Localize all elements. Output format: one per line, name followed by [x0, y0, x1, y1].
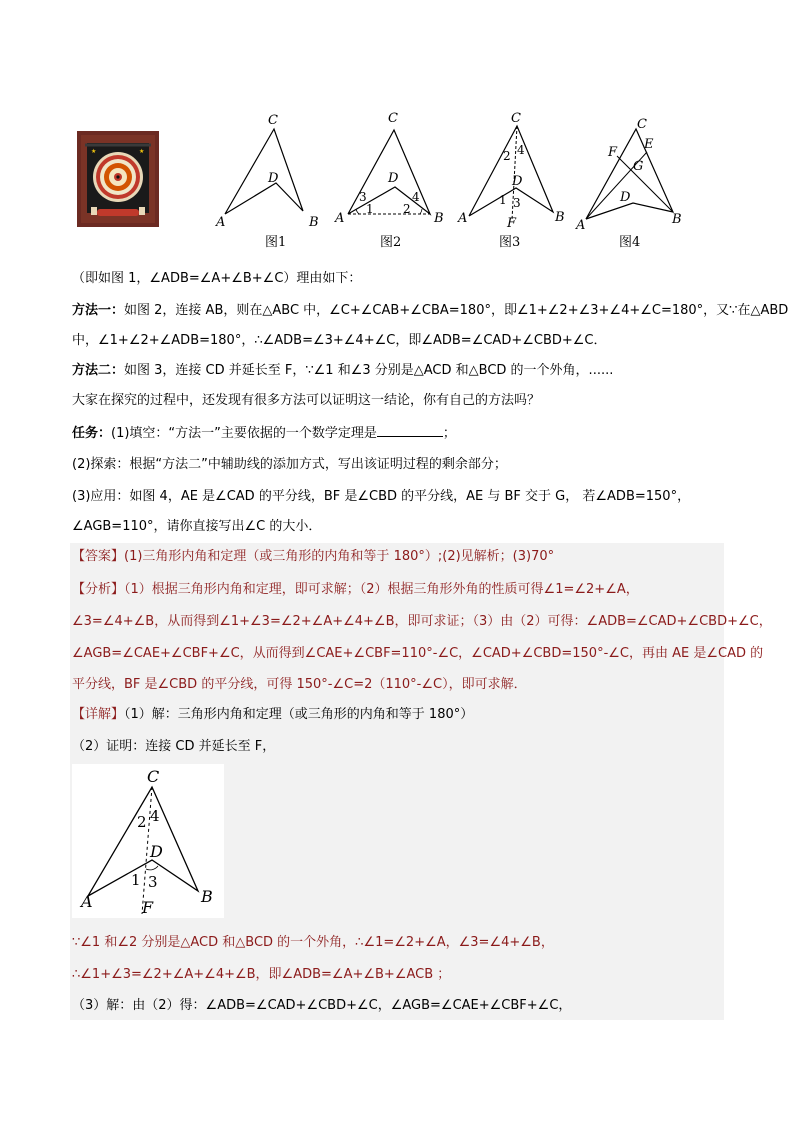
answer-line	[72, 548, 554, 566]
figure-4-label: 图4	[619, 235, 641, 250]
task-line-1	[72, 424, 456, 443]
angle-label: 3	[513, 196, 521, 210]
point-label: B	[555, 210, 565, 225]
angle-label: 4	[412, 190, 420, 204]
point-label: F	[608, 145, 618, 160]
svg-text:★: ★	[139, 148, 145, 155]
angle-label: 4	[150, 807, 160, 825]
angle-label: 2	[503, 149, 511, 163]
task-line-3: (3)应用：如图 4，AE 是∠CAD 的平分线，BF 是∠CBD 的平分线，AE 与 BF 交于 G， 若∠ADB=150°，	[72, 489, 691, 504]
answer-text: (1)三角形内角和定理（或三角形的内角和等于 180°）;(2)见解析；(3)70°	[124, 549, 555, 564]
point-label: D	[620, 190, 631, 205]
detail-line-4: ∴∠1+∠3=∠2+∠A+∠4+∠B，即∠ADB=∠A+∠B+∠ACB ；	[72, 967, 451, 982]
figure-4	[575, 108, 695, 233]
point-label: D	[388, 171, 399, 186]
dartboard-photo	[77, 131, 159, 227]
problem-line-5: 大家在探究的过程中，还发现有很多方法可以证明这一结论，你有自己的方法吗？	[72, 393, 541, 408]
detail-line-2: （2）证明：连接 CD 并延长至 F，	[72, 739, 276, 754]
point-label: A	[81, 892, 93, 911]
point-label: D	[512, 174, 523, 189]
detail-line-3: ∵∠1 和∠2 分别是△ACD 和△BCD 的一个外角，∴∠1=∠2+∠A，∠3=∠4+∠B，	[72, 935, 554, 950]
detail-figure	[72, 764, 224, 918]
point-label: D	[268, 171, 279, 186]
point-label: C	[147, 767, 160, 786]
figure-2	[332, 108, 452, 233]
point-label: C	[637, 117, 647, 132]
angle-label: 4	[517, 143, 525, 157]
angle-label: 1	[366, 202, 374, 216]
figure-1	[210, 108, 330, 233]
angle-label: 1	[131, 871, 141, 889]
detail-line-1	[72, 706, 473, 724]
angle-label: 3	[148, 873, 158, 891]
point-label: C	[388, 111, 398, 126]
point-label: D	[150, 842, 163, 861]
problem-line-4	[72, 362, 613, 380]
angle-label: 2	[137, 813, 147, 831]
svg-text:★: ★	[91, 148, 97, 155]
detail-text-5: （3）解：由（2）得：∠ADB=∠CAD+∠CBD+∠C，∠AGB=∠CAE+∠CBF+∠C，	[72, 998, 572, 1013]
point-label: F	[507, 216, 517, 231]
point-label: A	[458, 211, 468, 226]
analysis-line-4: 平分线，BF 是∠CBD 的平分线，可得 150°-∠C=2（110°-∠C），即可求解．	[72, 677, 527, 692]
figure-2-label: 图2	[380, 235, 402, 250]
point-label: A	[335, 211, 345, 226]
angle-label: 1	[499, 193, 507, 207]
method-two-label: 方法二：	[72, 363, 125, 378]
analysis-text-1: （1）根据三角形内角和定理，即可求解；（2）根据三角形外角的性质可得∠1=∠2+∠A，	[124, 582, 639, 597]
point-label: C	[268, 113, 278, 128]
point-label: C	[511, 111, 521, 126]
analysis-line-3: ∠AGB=∠CAE+∠CBF+∠C，从而得到∠CAE+∠CBF=110°-∠C，∠CAD+∠CBD=150°-∠C，再由 AE 是∠CAD 的	[72, 646, 764, 661]
point-label: B	[309, 215, 319, 230]
point-label: E	[644, 137, 654, 152]
problem-line-1: （即如图 1，∠ADB=∠A+∠B+∠C）理由如下：	[72, 271, 362, 286]
figure-1-label: 图1	[265, 235, 287, 250]
figure-3	[455, 108, 580, 233]
point-label: F	[142, 898, 154, 917]
method-two-text: 如图 3，连接 CD 并延长至 F，∵∠1 和∠3 分别是△ACD 和△BCD 的一个外角，......	[124, 363, 614, 378]
answer-blank	[377, 424, 443, 437]
task-text: (1)填空：“方法一”主要依据的一个数学定理是	[111, 426, 377, 441]
problem-line-2	[72, 302, 788, 320]
angle-label: 2	[403, 202, 411, 216]
detail-line-5	[72, 997, 571, 1015]
analysis-label: 【分析】	[72, 582, 125, 597]
point-label: A	[216, 215, 226, 230]
point-label: A	[576, 218, 586, 233]
detail-label: 【详解】	[72, 707, 125, 722]
task-label: 任务：	[72, 426, 112, 441]
point-label: G	[633, 159, 644, 174]
task-text-end: ；	[442, 426, 456, 441]
problem-line-3: 中，∠1+∠2+∠ADB=180°，∴∠ADB=∠3+∠4+∠C，即∠ADB=∠CAD+∠CBD+∠C．	[72, 333, 607, 348]
analysis-line-1	[72, 581, 639, 599]
angle-label: 3	[359, 190, 367, 204]
figure-3-label: 图3	[499, 235, 521, 250]
analysis-line-2: ∠3=∠4+∠B，从而得到∠1+∠3=∠2+∠A+∠4+∠B，即可求证；（3）由（2）可得：∠ADB=∠CAD+∠CBD+∠C，	[72, 614, 772, 629]
task-line-2: (2)探索：根据“方法二”中辅助线的添加方式，写出该证明过程的剩余部分；	[72, 457, 507, 472]
answer-label: 【答案】	[72, 549, 125, 564]
detail-text-1: （1）解：三角形内角和定理（或三角形的内角和等于 180°）	[124, 707, 474, 722]
task-line-4: ∠AGB=110°，请你直接写出∠C 的大小．	[72, 519, 322, 534]
method-one-label: 方法一：	[72, 303, 125, 318]
point-label: B	[201, 887, 213, 906]
point-label: B	[672, 212, 682, 227]
point-label: B	[434, 211, 444, 226]
method-one-text: 如图 2，连接 AB，则在△ABC 中，∠C+∠CAB+∠CBA=180°，即∠1+∠2+∠3+∠4+∠C=180°，又∵在△ABD	[124, 303, 789, 318]
